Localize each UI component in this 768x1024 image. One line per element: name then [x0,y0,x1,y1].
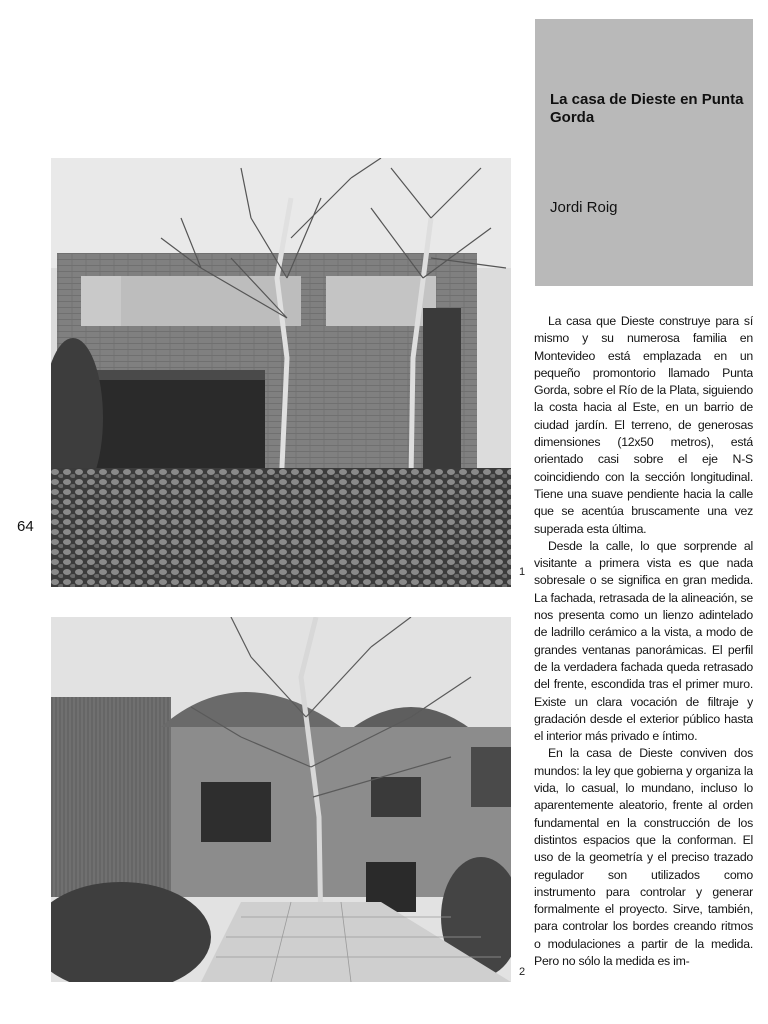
title-box [535,19,753,286]
body-paragraph-1: La casa que Dieste construye para sí mismo y su numerosa familia en Montevideo está emplazada en un pequeño promontorio llamado Punta Gorda, sobre el Río de la Plata, siguiendo la costa hacia al Este, en un barrio de ciudad jardín. El terreno, de generosas dimensiones (12x50 metros), está orientado casi sobre el eje N-S coincidiendo con la sección longitudinal. Tiene una suave pendiente hacia la calle que se acentúa bruscamente una vez superada esta última. [534,314,753,536]
figure-number-2: 2 [519,966,526,978]
photo-house-facade [51,158,511,587]
body-paragraph-2: Desde la calle, lo que sorprende al visitante a primera vista es que nada sobresale o se significa en gran medida. La fachada, retrasada de la alineación, se nos presenta como un lienzo adintelado de ladrillo cerámico a la vista, a modo de grandes ventanas panorámicas. El perfil de la verdadera fachada queda retrasado del frente, escondida tras el primer muro. Existe un clara vocación de filtraje y gradación desde el exterior público hasta el interior más privado e íntimo. [534,538,753,744]
courtyard-photo-drawing [51,617,511,982]
article-author: Jordi Roig [550,199,618,216]
page-number: 64 [17,518,34,535]
facade-photo-drawing [51,158,511,587]
figure-number-1: 1 [519,566,526,578]
photo-house-courtyard [51,617,511,982]
body-paragraph-3: En la casa de Dieste conviven dos mundos: la ley que gobierna y organiza la vida, lo casual, lo mundano, incluso lo aparentemente aleatorio, frente al orden fundamental en la construcción de los distintos espacios que la conforman. El uso de la geometría y el preciso trazado regulador son utilizados como instrumento para controlar y generar formalmente el proyecto. Sirve, también, para controlar los bordes creando ritmos o modulaciones a partir de la medida. Pero no sólo la medida es im- [534,746,753,968]
article-title: La casa de Dieste en Punta Gorda [550,91,744,126]
article-body [534,313,753,981]
